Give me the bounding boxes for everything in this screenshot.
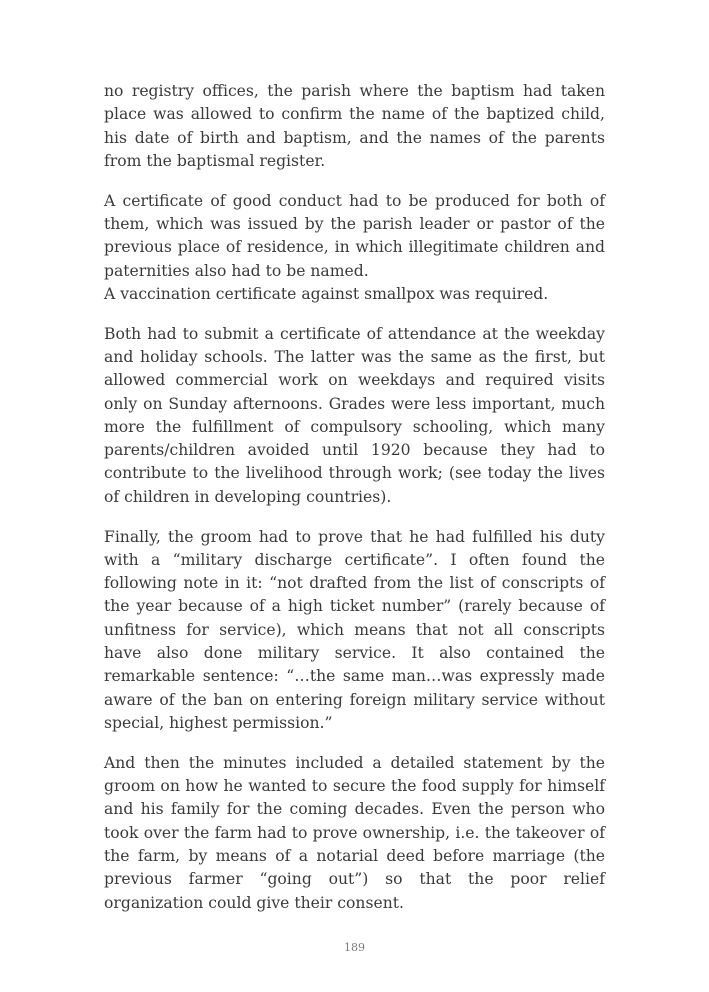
page-number: 189 <box>344 941 365 954</box>
paragraph-vaccination: A vaccination certificate against smallpox was required. <box>104 284 549 303</box>
body-text <box>104 80 605 931</box>
paragraph-schools: Both had to submit a certificate of attendance at the weekday and holiday schools. The latter was the same as the first, but allowed commercial work on weekdays and required visits only on Sunday afternoons. Grades were less important, much more the fulfillment of compulsory schooling, which many parents/children avoided until 1920 because they had to contribute to the livelihood through work; (see today the lives of children in developing countries). <box>104 324 605 506</box>
paragraph-food-supply: And then the minutes included a detailed statement by the groom on how he wanted to secure the food supply for himself and his family for the coming decades. Even the person who took over the farm had to prove ownership, i.e. the takeover of the farm, by means of a notarial deed before marriage (the previous farmer “going out”) so that the poor relief organization could give their consent. <box>104 753 605 912</box>
paragraph-registry: no registry offices, the parish where the baptism had taken place was allowed to confirm the name of the baptized child, his date of birth and baptism, and the names of the parents from the baptismal register. <box>104 82 605 170</box>
paragraph-good-conduct: A certificate of good conduct had to be produced for both of them, which was issued by the parish leader or pastor of the previous place of residence, in which illegitimate children and paternities also had to be named. <box>104 191 605 280</box>
paragraph-military: Finally, the groom had to prove that he had fulfilled his duty with a “military discharge certificate”. I often found the following note in it: “not drafted from the list of conscripts of the year because of a high ticket number” (rarely because of unfitness for service), which means that not all conscripts have also done military service. It also contained the remarkable sentence: “…the same man…was expressly made aware of the ban on entering foreign military service without special, highest permission.” <box>104 527 605 732</box>
